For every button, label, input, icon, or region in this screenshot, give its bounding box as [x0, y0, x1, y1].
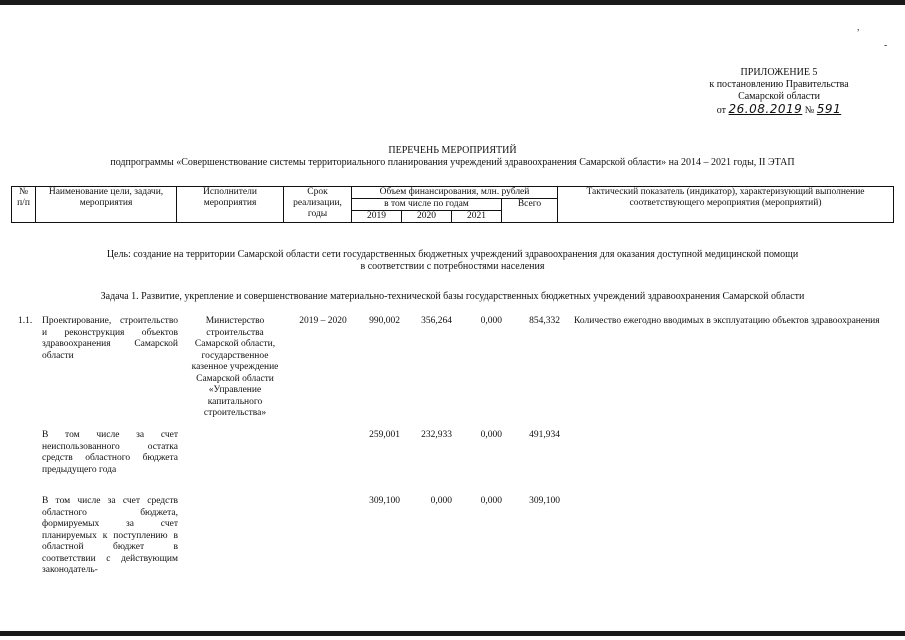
header-by-years: в том числе по годам — [352, 199, 502, 211]
appendix-line1: к постановлению Правительства — [709, 79, 849, 90]
row-name: Проектирование, строительство и реконструкция объектов здравоохранения Самарской области — [42, 316, 178, 361]
row-value-2021: 0,000 — [480, 316, 502, 326]
header-year-2021: 2021 — [452, 211, 502, 223]
header-year-2019: 2019 — [352, 211, 402, 223]
row-value-2020: 356,264 — [421, 316, 452, 326]
handwritten-date: 26.08.2019 — [728, 102, 803, 116]
document-title: ПЕРЕЧЕНЬ МЕРОПРИЯТИЙ — [388, 145, 517, 156]
row-value-total: 491,934 — [529, 430, 560, 440]
scan-mark: , — [857, 22, 860, 33]
row-name: В том числе за счет неиспользованного остатка средств областного бюджета предыдущего года — [42, 430, 178, 475]
header-name: Наименование цели, задачи, мероприятия — [36, 187, 177, 223]
task-heading: Задача 1. Развитие, укрепление и совершенствование материально-технической базы государственных бюджетных учреждений здравоохранения Самарской области — [100, 291, 805, 302]
top-edge-rule — [0, 0, 905, 5]
row-value-total: 309,100 — [529, 496, 560, 506]
row-value-2019: 309,100 — [369, 496, 400, 506]
header-term: Срок реализации, годы — [284, 187, 352, 223]
handwritten-number: 591 — [816, 102, 842, 116]
appendix-date-line — [699, 103, 859, 117]
date-prefix: от — [716, 105, 727, 116]
row-value-2019: 259,001 — [369, 430, 400, 440]
scan-mark: - — [884, 40, 888, 51]
bottom-edge-rule — [0, 631, 905, 636]
row-value-total: 854,332 — [529, 316, 560, 326]
header-num: № п/п — [12, 187, 36, 223]
row-value-2021: 0,000 — [480, 496, 502, 506]
header-executor: Исполнители мероприятия — [177, 187, 284, 223]
row-value-2020: 232,933 — [421, 430, 452, 440]
row-executor: Министерство строительства Самарской области, государственное казенное учреждение Самарской области «Управление капитального строительства» — [191, 316, 279, 418]
row-value-2019: 990,002 — [369, 316, 400, 326]
row-value-2020: 0,000 — [430, 496, 452, 506]
header-total: Всего — [502, 199, 558, 223]
goal-line1: Цель: создание на территории Самарской области сети государственных бюджетных учреждений здравоохранения для оказания доступной медицинской помощи — [106, 249, 799, 260]
header-year-2020: 2020 — [402, 211, 452, 223]
appendix-block — [699, 67, 859, 117]
appendix-title: ПРИЛОЖЕНИЕ 5 — [740, 67, 818, 78]
document-subtitle: подпрограммы «Совершенствование системы территориального планирования учреждений здравоохранения Самарской области» на 2014 – 2021 годы, II ЭТАП — [110, 157, 795, 168]
number-prefix: № — [804, 105, 815, 116]
table-header — [11, 186, 894, 223]
header-indicator: Тактический показатель (индикатор), характеризующий выполнение соответствующего мероприятия (мероприятий) — [558, 187, 894, 223]
appendix-line2: Самарской области — [738, 91, 820, 102]
header-funding: Объем финансирования, млн. рублей — [352, 187, 558, 199]
row-value-2021: 0,000 — [480, 430, 502, 440]
row-indicator: Количество ежегодно вводимых в эксплуатацию объектов здравоохранения — [574, 316, 880, 326]
goal-line2: в соответствии с потребностями населения — [360, 261, 545, 272]
row-num: 1.1. — [18, 316, 33, 326]
row-term: 2019 – 2020 — [299, 316, 347, 326]
row-name: В том числе за счет средств областного бюджета, формируемых за счет планируемых к поступлению в областной бюджет в соответствии с действующим законодатель- — [42, 496, 178, 575]
